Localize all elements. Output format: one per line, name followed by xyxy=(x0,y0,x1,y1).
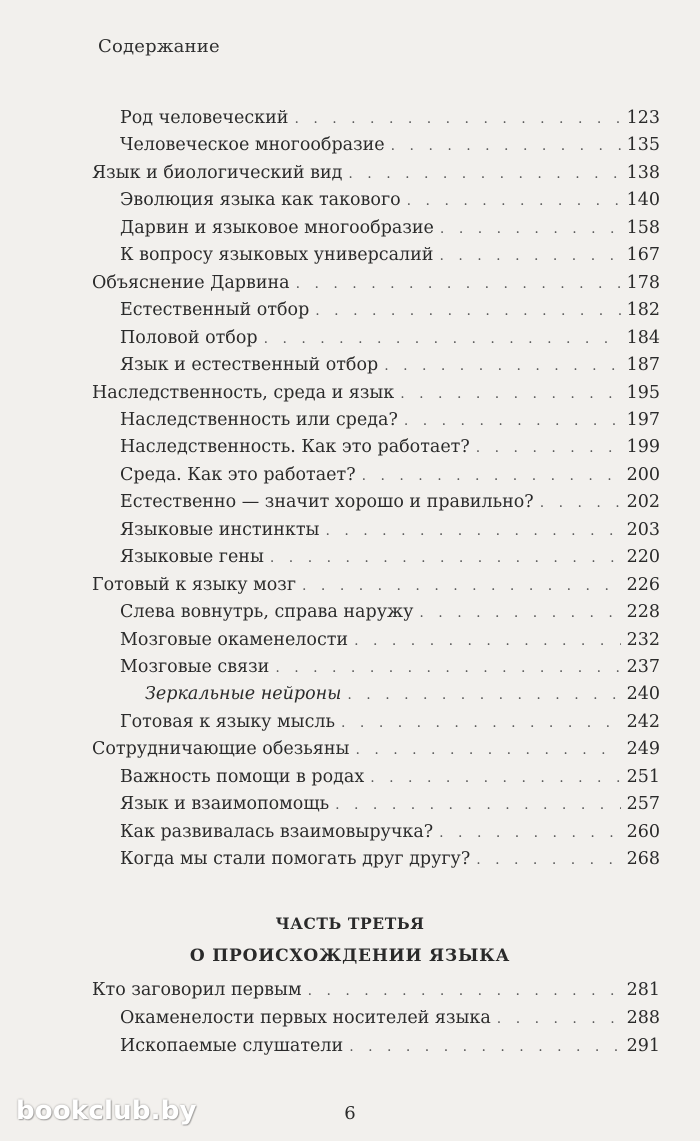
toc-entry xyxy=(120,845,660,873)
toc-entry xyxy=(120,104,660,132)
toc-entry xyxy=(120,653,660,681)
toc-entry xyxy=(120,488,660,516)
toc-entry-page: 178 xyxy=(626,272,660,293)
toc-entry xyxy=(120,214,660,242)
dot-leader xyxy=(270,544,621,572)
toc-entry-title: Готовый к языку мозг xyxy=(92,574,297,595)
dot-leader xyxy=(370,764,620,792)
toc-entry-page: 288 xyxy=(626,1008,660,1028)
toc-entry-page: 138 xyxy=(626,162,660,183)
toc-entry xyxy=(120,131,660,159)
dot-leader xyxy=(440,215,621,243)
toc-entry-title: Эволюция языка как такового xyxy=(120,190,401,211)
toc-entry xyxy=(120,1032,660,1060)
toc-entry xyxy=(145,680,660,708)
toc-entry-page: 135 xyxy=(626,135,660,156)
toc-entry-title: Дарвин и языковое многообразие xyxy=(120,217,434,238)
toc-entry-title: Когда мы стали помогать друг другу? xyxy=(120,849,471,870)
toc-entry-page: 281 xyxy=(626,980,660,1000)
toc-entry-page: 242 xyxy=(626,711,660,732)
toc-entry-page: 291 xyxy=(626,1036,660,1056)
dot-leader xyxy=(315,297,620,325)
toc-entry-page: 203 xyxy=(626,519,660,540)
toc-entry-title: Важность помощи в родах xyxy=(120,766,365,787)
toc-entry-title: Естественно — значит хорошо и правильно? xyxy=(120,492,534,513)
toc-entry-title: Сотрудничающие обезьяны xyxy=(92,739,350,760)
toc-entry-title: Половой отбор xyxy=(120,327,258,348)
dot-leader xyxy=(275,654,620,682)
dot-leader xyxy=(308,977,621,1005)
part-title: О ПРОИСХОЖДЕНИИ ЯЗЫКА xyxy=(189,946,511,966)
dot-leader xyxy=(419,599,620,627)
toc-entry-page: 226 xyxy=(626,574,660,595)
toc-entry xyxy=(120,241,660,269)
dot-leader xyxy=(362,462,621,490)
toc-entry-title: Слева вовнутрь, справа наружу xyxy=(120,602,414,623)
toc-entry-title: Ископаемые слушатели xyxy=(120,1036,344,1056)
toc-entry-page: 232 xyxy=(626,629,660,650)
toc-entry-page: 202 xyxy=(626,492,660,513)
toc-entry-page: 182 xyxy=(626,300,660,321)
toc-entry-title: Человеческое многообразие xyxy=(120,135,385,156)
toc-entry-title: Окаменелости первых носителей языка xyxy=(120,1008,491,1028)
toc-entry xyxy=(92,976,660,1004)
toc-entry xyxy=(120,406,660,434)
toc-entry-page: 268 xyxy=(626,849,660,870)
dot-leader xyxy=(439,242,620,270)
toc-entry-title: Среда. Как это работает? xyxy=(120,464,356,485)
dot-leader xyxy=(296,270,621,298)
dot-leader xyxy=(439,819,620,847)
toc-entry-page: 187 xyxy=(626,355,660,376)
dot-leader xyxy=(325,517,620,545)
toc-entry-page: 123 xyxy=(626,108,660,128)
dot-leader xyxy=(476,434,621,462)
dot-leader xyxy=(341,709,621,737)
dot-leader xyxy=(384,352,620,380)
dot-leader xyxy=(540,489,621,517)
toc-entry-title: Язык и биологический вид xyxy=(92,162,343,183)
toc-entry-page: 260 xyxy=(626,821,660,842)
toc-entry-title: Мозговые окаменелости xyxy=(120,629,349,650)
toc-entry-page: 257 xyxy=(626,794,660,815)
toc-entry-title: Язык и взаимопомощь xyxy=(120,794,330,815)
toc-entry xyxy=(120,598,660,626)
toc-entry-title: К вопросу языковых универсалий xyxy=(120,245,434,266)
dot-leader xyxy=(407,187,621,215)
toc-entry xyxy=(92,269,660,297)
toc-entry-page: 158 xyxy=(626,217,660,238)
dot-leader xyxy=(349,1033,620,1061)
toc-entry-title: Наследственность. Как это работает? xyxy=(120,437,470,458)
toc-entry xyxy=(120,433,660,461)
toc-entry-title: Объяснение Дарвина xyxy=(92,272,290,293)
page-number: 6 xyxy=(344,1103,356,1124)
toc-entry-title: Наследственность, среда и язык xyxy=(92,382,395,403)
dot-leader xyxy=(347,681,620,709)
toc-entry-title: Зеркальные нейроны xyxy=(145,684,342,705)
toc-entry-page: 240 xyxy=(626,684,660,705)
toc-entry-title: Мозговые связи xyxy=(120,657,270,677)
dot-leader xyxy=(391,132,621,160)
toc-entry xyxy=(120,763,660,791)
toc-entry-page: 197 xyxy=(626,409,660,430)
toc-entry xyxy=(120,351,660,379)
toc-entry-title: Готовая к языку мысль xyxy=(120,711,336,732)
toc-entry-page: 251 xyxy=(626,766,660,787)
toc-entry xyxy=(120,516,660,544)
dot-leader xyxy=(264,325,621,353)
toc-entry xyxy=(120,324,660,352)
toc-entry xyxy=(120,790,660,818)
toc-entry xyxy=(92,379,660,407)
dot-leader xyxy=(294,105,620,133)
toc-entry xyxy=(92,735,660,763)
dot-leader xyxy=(354,627,620,655)
toc-entry-title: Естественный отбор xyxy=(120,300,310,321)
toc-entry-title: Кто заговорил первым xyxy=(92,980,302,1000)
toc-entry-title: Язык и естественный отбор xyxy=(120,355,379,376)
toc-entry-page: 167 xyxy=(626,245,660,266)
toc-entry xyxy=(120,543,660,571)
toc-entry xyxy=(120,186,660,214)
toc-entry xyxy=(120,708,660,736)
toc-entry-page: 195 xyxy=(626,382,660,403)
toc-entry-title: Наследственность или среда? xyxy=(120,409,398,430)
dot-leader xyxy=(355,736,620,764)
toc-entry-title: Как развивалась взаимовыручка? xyxy=(120,821,434,842)
toc-entry xyxy=(120,461,660,489)
toc-entry-page: 200 xyxy=(626,464,660,485)
toc-entry-title: Языковые гены xyxy=(120,547,264,568)
toc-entry-page: 184 xyxy=(626,327,660,348)
dot-leader xyxy=(476,846,620,874)
part-label: ЧАСТЬ ТРЕТЬЯ xyxy=(275,914,425,933)
toc-entry-page: 199 xyxy=(626,437,660,458)
dot-leader xyxy=(404,407,621,435)
toc-entry xyxy=(92,571,660,599)
toc-entry xyxy=(92,159,660,187)
toc-entry xyxy=(120,1004,660,1032)
watermark-text: bookclub.by xyxy=(16,1096,197,1126)
toc-entry-page: 237 xyxy=(626,657,660,677)
toc-entry-page: 249 xyxy=(626,739,660,760)
toc-entry-page: 220 xyxy=(626,547,660,568)
toc-entry xyxy=(120,626,660,654)
toc-entry xyxy=(120,818,660,846)
dot-leader xyxy=(497,1005,621,1033)
dot-leader xyxy=(335,791,620,819)
dot-leader xyxy=(302,572,621,600)
running-head: Содержание xyxy=(98,36,220,57)
toc-entry-title: Языковые инстинкты xyxy=(120,519,320,540)
dot-leader xyxy=(400,380,620,408)
toc-entry-page: 228 xyxy=(626,602,660,623)
toc-entry-page: 140 xyxy=(626,190,660,211)
toc-entry xyxy=(120,296,660,324)
toc-entry-title: Род человеческий xyxy=(120,108,289,128)
dot-leader xyxy=(348,160,620,188)
